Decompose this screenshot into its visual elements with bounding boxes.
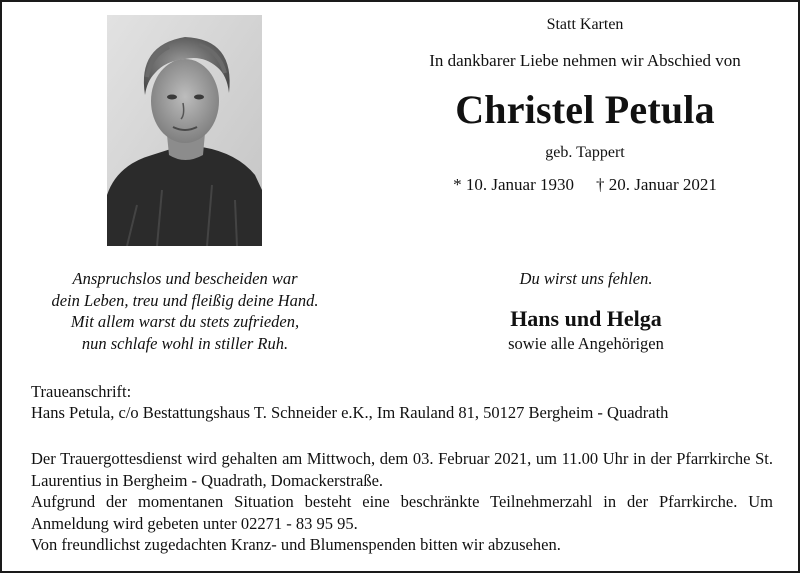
mourner-names: Hans und Helga	[510, 306, 662, 331]
address-line: Hans Petula, c/o Bestattungshaus T. Schneider e.K., Im Rauland 81, 50127 Bergheim - Quadrath	[31, 403, 669, 422]
deceased-name: Christel Petula	[455, 87, 715, 132]
flowers-paragraph: Von freundlichst zugedachten Kranz- und Blumenspenden bitten wir abzusehen.	[31, 535, 561, 554]
address-label: Traueanschrift:	[31, 382, 132, 401]
poem-line: nun schlafe wohl in stiller Ruh.	[81, 333, 289, 353]
poem-line: dein Leben, treu und fleißig deine Hand.	[51, 290, 319, 310]
maiden-name: geb. Tappert	[545, 144, 625, 161]
death-date: † 20. Januar 2021	[596, 175, 717, 194]
header-block	[385, 14, 785, 196]
statt-karten-line: Statt Karten	[546, 16, 624, 33]
mourners-block	[436, 268, 736, 355]
mourning-address	[31, 381, 776, 423]
registration-paragraph: Aufgrund der momentanen Situation besteht eine beschränkte Teilnehmerzahl in der Pfarrkirche. Um Anmeldung wird gebeten unter 02271 - 83 95 95.	[31, 492, 773, 533]
service-paragraph: Der Trauergottesdienst wird gehalten am Mittwoch, dem 03. Februar 2021, um 11.00 Uhr in der Pfarrkirche St. Laurentius in Bergheim - Quadrath, Domackerstraße.	[31, 449, 773, 490]
service-info	[31, 448, 773, 556]
intro-line: In dankbarer Liebe nehmen wir Abschied von	[429, 51, 741, 70]
birth-date: * 10. Januar 1930	[453, 175, 574, 194]
poem-line: Anspruchslos und bescheiden war	[72, 269, 298, 288]
portrait-image	[107, 15, 262, 246]
portrait-photo	[107, 15, 262, 246]
poem-line: Mit allem warst du stets zufrieden,	[70, 312, 300, 331]
life-dates	[385, 174, 785, 196]
farewell-line: Du wirst uns fehlen.	[519, 269, 653, 288]
relatives-line: sowie alle Angehörigen	[508, 334, 664, 353]
poem	[15, 268, 355, 354]
